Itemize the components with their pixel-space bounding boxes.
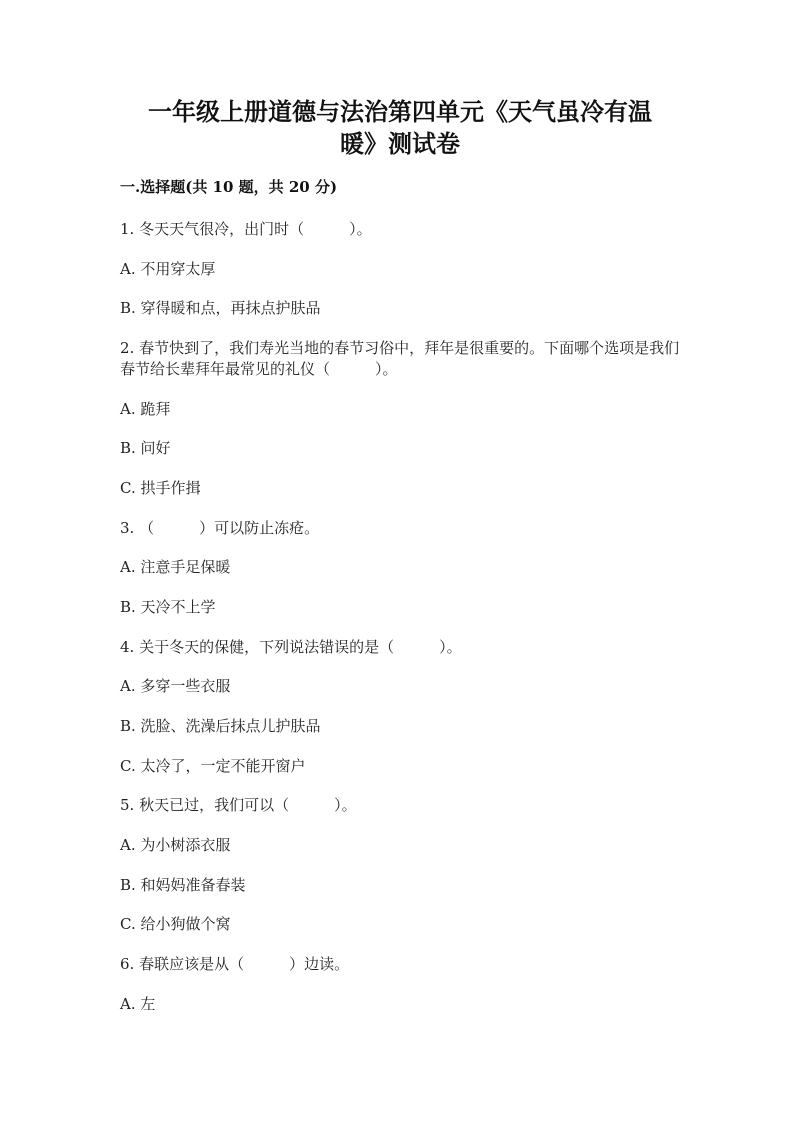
question-4: 4. 关于冬天的保健，下列说法错误的是（ ）。 [120,638,462,656]
page-title-line-2: 暖》测试卷 [340,129,460,158]
question-1-option-a: A. 不用穿太厚 [120,260,216,278]
question-4-option-c: C. 太冷了，一定不能开窗户 [120,757,306,775]
question-3-option-b: B. 天冷不上学 [120,598,216,616]
question-1-option-b: B. 穿得暖和点，再抹点护肤品 [120,299,321,317]
question-2: 2. 春节快到了，我们寿光当地的春节习俗中，拜年是很重要的。下面哪个选项是我们春节给长辈拜年最常见的礼仪（ ）。 [120,339,680,378]
question-5: 5. 秋天已过，我们可以（ ）。 [120,796,357,814]
question-5-option-a: A. 为小树添衣服 [120,836,231,854]
question-5-option-c: C. 给小狗做个窝 [120,915,231,933]
question-2-option-b: B. 问好 [120,439,171,457]
page-title-line-1: 一年级上册道德与法治第四单元《天气虽冷有温 [148,97,652,126]
question-4-option-a: A. 多穿一些衣服 [120,677,231,695]
question-1: 1. 冬天天气很冷，出门时（ ）。 [120,220,372,238]
question-2-option-a: A. 跪拜 [120,400,171,418]
question-6: 6. 春联应该是从（ ）边读。 [120,955,350,973]
page-title [120,96,680,160]
question-3: 3. （ ）可以防止冻疮。 [120,519,320,537]
question-6-option-a: A. 左 [120,995,156,1013]
question-5-option-b: B. 和妈妈准备春装 [120,876,246,894]
question-3-option-a: A. 注意手足保暖 [120,558,231,576]
section-heading: 一.选择题(共 10 题，共 20 分) [120,178,338,196]
question-2-option-c: C. 拱手作揖 [120,479,201,497]
question-4-option-b: B. 洗脸、洗澡后抹点儿护肤品 [120,717,321,735]
